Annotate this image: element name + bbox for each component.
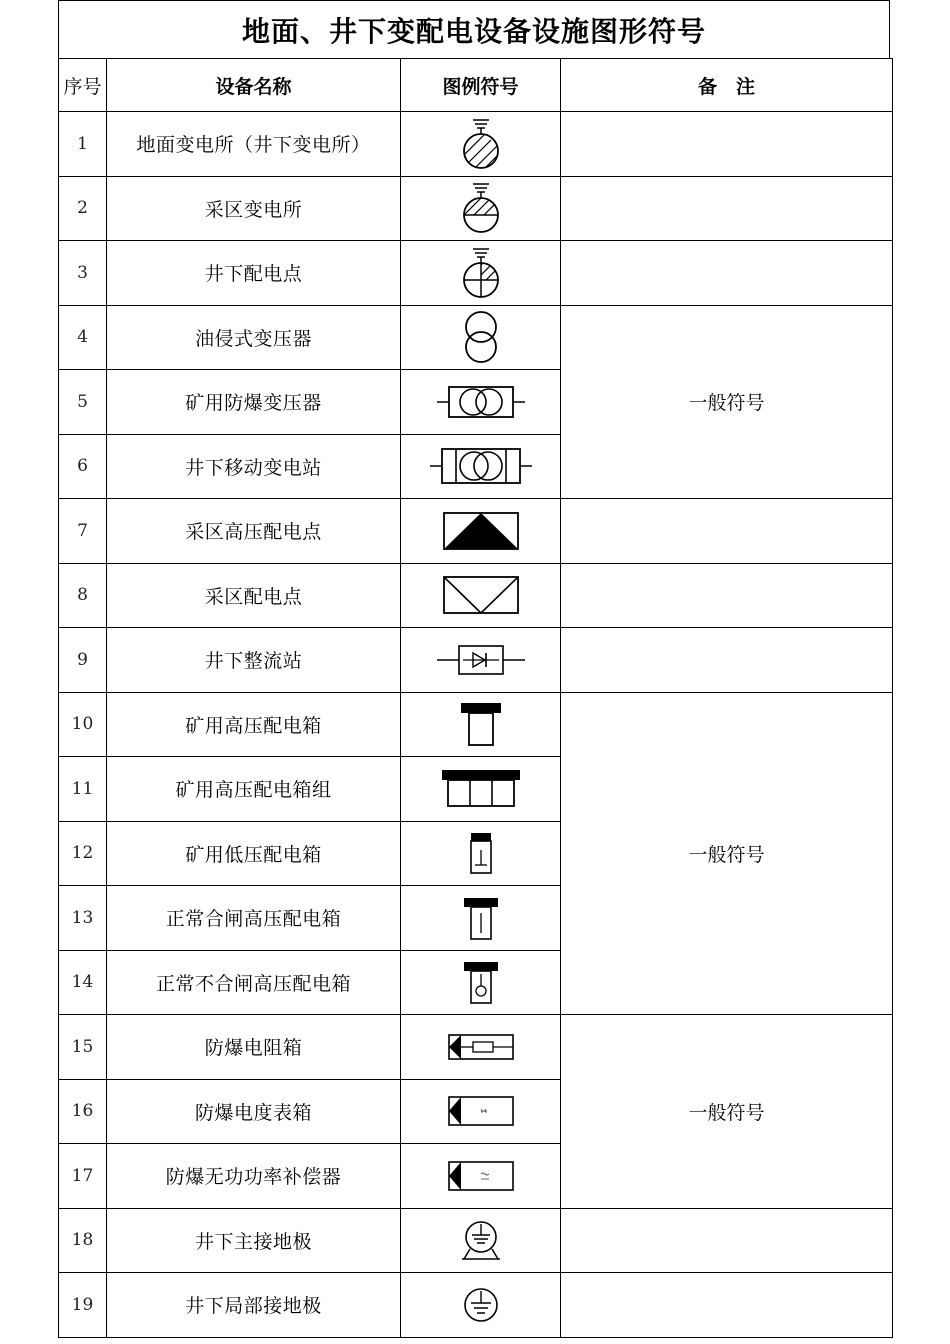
- row-name: 采区高压配电点: [107, 499, 401, 564]
- note-general-symbol: 一般符号: [561, 305, 893, 499]
- table-row: [59, 176, 893, 241]
- row-index: 9: [59, 628, 107, 693]
- high-voltage-box-group-icon: [436, 764, 526, 814]
- table-row: [59, 628, 893, 693]
- row-name: 矿用低压配电箱: [107, 821, 401, 886]
- closed-switch-box-icon: [456, 893, 506, 943]
- row-name: 地面变电所（井下变电所）: [107, 112, 401, 177]
- note-general-symbol: 一般符号: [561, 1015, 893, 1209]
- header-index: 序号: [59, 59, 107, 112]
- row-name: 井下局部接地极: [107, 1273, 401, 1338]
- row-name: 防爆电度表箱: [107, 1079, 401, 1144]
- table-row: [59, 241, 893, 306]
- row-name: 井下主接地极: [107, 1208, 401, 1273]
- row-index: 1: [59, 112, 107, 177]
- note-cell-empty: [561, 241, 893, 306]
- note-cell-empty: [561, 1273, 893, 1338]
- row-name: 矿用高压配电箱: [107, 692, 401, 757]
- row-name: 正常合闸高压配电箱: [107, 886, 401, 951]
- row-index: 2: [59, 176, 107, 241]
- header-row: [59, 59, 893, 112]
- row-index: 7: [59, 499, 107, 564]
- note-cell-empty: [561, 1208, 893, 1273]
- table-row: [59, 1015, 893, 1080]
- energy-meter-box-icon: [441, 1091, 521, 1131]
- table-row: [59, 563, 893, 628]
- hatched-circle-substation-icon: [451, 114, 511, 174]
- high-voltage-box-icon: [451, 699, 511, 749]
- row-index: 3: [59, 241, 107, 306]
- header-name: 设备名称: [107, 59, 401, 112]
- row-name: 井下移动变电站: [107, 434, 401, 499]
- half-hatched-circle-substation-icon: [451, 178, 511, 238]
- row-name: 防爆电阻箱: [107, 1015, 401, 1080]
- quarter-hatched-circle-distribution-icon: [451, 243, 511, 303]
- row-index: 19: [59, 1273, 107, 1338]
- resistor-box-icon: [441, 1027, 521, 1067]
- symbol-table: [58, 58, 893, 1338]
- row-index: 12: [59, 821, 107, 886]
- row-index: 10: [59, 692, 107, 757]
- table-row: [59, 499, 893, 564]
- filled-triangle-box-icon: [441, 509, 521, 553]
- header-note: 备 注: [561, 59, 893, 112]
- rectifier-diode-icon: [431, 640, 531, 680]
- row-name: 矿用防爆变压器: [107, 370, 401, 435]
- main-ground-electrode-icon: [456, 1215, 506, 1265]
- row-name: 采区变电所: [107, 176, 401, 241]
- header-symbol: 图例符号: [401, 59, 561, 112]
- row-index: 8: [59, 563, 107, 628]
- table-row: [59, 1273, 893, 1338]
- row-index: 13: [59, 886, 107, 951]
- low-voltage-box-icon: [456, 828, 506, 878]
- local-ground-electrode-icon: [456, 1280, 506, 1330]
- row-index: 14: [59, 950, 107, 1015]
- row-name: 油侵式变压器: [107, 305, 401, 370]
- page-title: 地面、井下变配电设备设施图形符号: [58, 0, 890, 58]
- row-name: 正常不合闸高压配电箱: [107, 950, 401, 1015]
- note-cell-empty: [561, 499, 893, 564]
- row-index: 16: [59, 1079, 107, 1144]
- row-index: 11: [59, 757, 107, 822]
- row-name: 采区配电点: [107, 563, 401, 628]
- note-general-symbol: 一般符号: [561, 692, 893, 1015]
- open-switch-box-icon: [456, 957, 506, 1007]
- row-name: 井下整流站: [107, 628, 401, 693]
- row-index: 4: [59, 305, 107, 370]
- note-cell-empty: [561, 112, 893, 177]
- row-name: 井下配电点: [107, 241, 401, 306]
- double-circle-transformer-icon: [451, 307, 511, 367]
- table-row: [59, 1208, 893, 1273]
- table-row: [59, 692, 893, 757]
- explosion-proof-transformer-icon: [431, 377, 531, 427]
- reactive-compensator-icon: [441, 1156, 521, 1196]
- mobile-substation-icon: [426, 441, 536, 491]
- note-cell-empty: [561, 176, 893, 241]
- row-index: 5: [59, 370, 107, 435]
- note-cell-empty: [561, 628, 893, 693]
- row-name: 防爆无功功率补偿器: [107, 1144, 401, 1209]
- note-cell-empty: [561, 563, 893, 628]
- row-name: 矿用高压配电箱组: [107, 757, 401, 822]
- symbol-sheet: [58, 0, 890, 1338]
- row-index: 18: [59, 1208, 107, 1273]
- row-index: 6: [59, 434, 107, 499]
- inverted-triangle-box-icon: [441, 573, 521, 617]
- table-row: [59, 305, 893, 370]
- table-row: [59, 112, 893, 177]
- row-index: 15: [59, 1015, 107, 1080]
- row-index: 17: [59, 1144, 107, 1209]
